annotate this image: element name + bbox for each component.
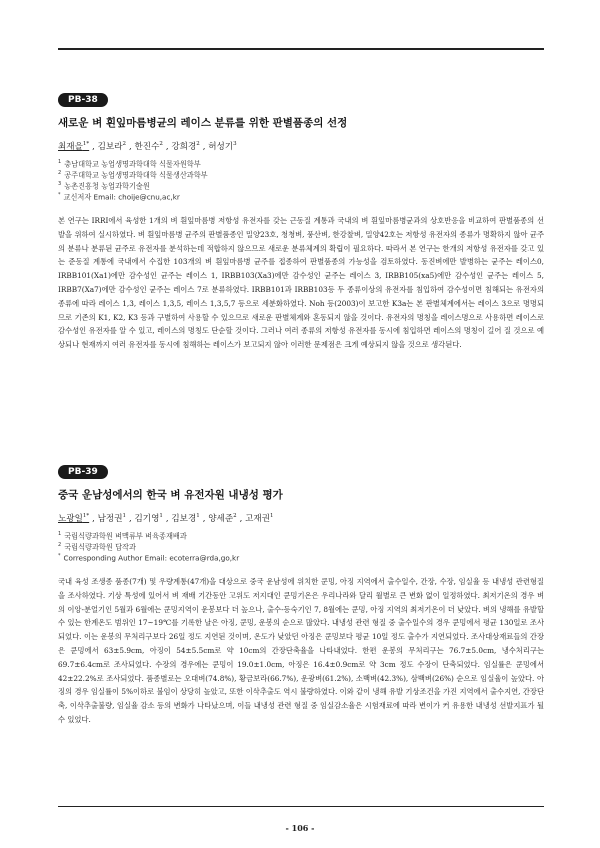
affiliation: * Corresponding Author Email: ecoterra@rda,go,kr <box>58 552 240 563</box>
author: 고재권$^1$ <box>245 513 274 524</box>
author-list: 최재을$^{1*}$ , 김보라$^2$ , 한진수$^2$ , 강희경$^2$ , 허성기$^3$ <box>58 141 237 152</box>
abstract-pb-38 <box>58 87 544 352</box>
abstract-body: 국내 육성 조생종 품종(7개) 및 우량계통(47개)을 대상으로 중국 운남성에 위치한 쿤밍, 아징 지역에서 출수일수, 간장, 수장, 임실율 등 내냉성 관련형질을 조사하였다. 기상 특성에 있어서 벼 재배 기간동안 고위도 저지대인 쿤밍기온은 우리나라와 달리 월별로 큰 변화 없이 일정하였다. 최저기온의 경우 벼의 이앙-분얼기인 5월과 6월에는 쿤밍지역이 운봉보다 더 높으나, 출수-등숙기인 7, 8월에는 쿤밍, 아징 지역의 최저기온이 더 낮았다. 벼의 냉해를 유발할 수 있는 한계온도 범위인 17~19℃를 기록한 날은 아징, 쿤밍, 운봉의 순으로 많았다. 내냉성 관련 형질 중 출수일수의 경우 쿤밍에서 평균 130일로 조사되었다. 이는 운봉의 무처리구보다 26일 정도 지연된 것이며, 온도가 낮았던 아징은 쿤밍보다 평균 10일 정도 출수가 지연되었다. 조사대상재료들의 간장은 쿤밍에서 63±5.9cm, 아징이 54±5.5cm로 약 10cm의 간장단축율을 나타내었다. 한편 운봉의 무처리구는 76.7±5.0cm, 냉수처리구는 69.7±6.4cm로 조사되었다. 수장의 경우에는 쿤밍이 19.0±1.0cm, 아징은 16.4±0.9cm로 약 3cm 정도 수장이 단축되었다. 임실률은 쿤밍에서 42±22.2%로 조사되었다. 품종별로는 오대벼(74.8%), 황금보라(66.7%), 운광벼(61.2%), 소백벼(42.3%), 삼백벼(26%) 순으로 임실율이 높았다. 아징의 경우 임실률이 5%이하로 불임이 상당히 높았고, 또한 이삭추출도 역시 불량하였다. 이와 같이 냉해 유발 기상조건을 가진 지역에서 출수지연, 간장단축, 이삭추출불량, 임실율 감소 등의 변화가 나타났으며, 이들 내냉성 관련 형질 중 임실감소율은 시험재료에 따라 변이가 커 유용한 내냉성 선발지표가 될 수 있었다. <box>58 576 544 724</box>
author: 허성기$^3$ <box>208 141 237 152</box>
affiliation: $^2$ 공주대학교 농업생명과학대학 식물생산과학부 <box>58 169 208 180</box>
author: 최재을$^{1*}$ <box>58 141 90 152</box>
abstract-title: 새로운 벼 흰잎마름병균의 레이스 분류를 위한 판별품종의 선정 <box>58 117 348 129</box>
affiliation-list <box>58 530 544 563</box>
affiliation: * 교신저자 Email: choije@cnu,ac,kr <box>58 191 180 202</box>
abstract-code-badge: PB-38 <box>58 93 108 107</box>
affiliation: $^3$ 농촌진흥청 농업과학기술원 <box>58 180 150 191</box>
author: 노광일$^{1*}$ <box>58 513 90 524</box>
abstract-pb-39 <box>58 459 544 727</box>
abstract-title: 중국 운남성에서의 한국 벼 유전자원 내냉성 평가 <box>58 489 283 501</box>
author: 김기영$^1$ <box>134 513 163 524</box>
author: 남정권$^1$ <box>97 513 127 524</box>
affiliation-list <box>58 158 544 202</box>
author: 김보경$^1$ <box>171 513 200 524</box>
abstract-body: 본 연구는 IRRI에서 육성한 1개의 벼 흰잎마름병 저항성 유전자를 갖는 근동질 계통과 국내의 벼 흰잎마름병균과의 상호반응을 비교하여 판별품종의 선발을 위하여 실시하였다. 벼 흰잎마름병 균주의 판별품종인 밀양23호, 청청벼, 풍산벼, 한강찰벼, 밀양42호는 저항성 유전자의 종류가 명확하지 않아 균주의 분류나 분류된 균주로 유전자를 분석하는데 적합하지 않으므로 새로운 분류체계의 확립이 필요하다. 따라서 본 연구는 한개의 저항성 유전자를 갖고 있는 준동질 계통에 국내에서 수집한 103개의 벼 흰잎마름병 균주를 접종하여 판별품종의 가능성을 검토하였다. 동진벼에만 발병하는 균주는 레이스0, IRBB101(Xa1)에만 감수성인 균주는 레이스 1, IRBB103(Xa3)에만 감수성인 균주는 레이스 3, IRBB105(xa5)에만 감수성인 균주는 레이스 5, IRBB7(Xa7)에만 감수성인 균주는 레이스 7로 분류하였다. IRBB101과 IRBB103등 두 종류이상의 유전자를 침입하여 감수성이면 침해되는 유전자의 종류에 따라 레이스 1,3, 레이스 1,3,5, 레이스 1,3,5,7 등으로 세분화하였다. Noh 등(2003)이 보고한 K3a는 본 판별체계에서는 레이스 3으로 명명되므로 기존의 K1, K2, K3 등과 구별하여 사용할 수 있으므로 새로운 판별체계와 혼동되지 않을 것이다. 유전자의 명칭을 레이스명으로 사용하면 레이스로 감수성인 유전자를 알 수 있고, 레이스의 명칭도 단순할 것이다. 그러나 여러 종류의 저항성 유전자를 동시에 침입하면 레이스의 명칭이 길어 질 것으로 예상되나 현재까지 여러 유전자를 동시에 침해하는 레이스가 보고되지 않아 이러한 문제점은 크게 예상되지 않을 것으로 생각된다. <box>58 215 544 350</box>
abstract-code-badge: PB-39 <box>58 465 108 479</box>
author-list: 노광일$^{1*}$ , 남정권$^1$ , 김기영$^1$ , 김보경$^1$ , 양세준$^2$ , 고재권$^1$ <box>58 513 274 524</box>
affiliation: $^2$ 국립식량과학원 답작과 <box>58 541 136 552</box>
affiliation: $^1$ 국립식량과학원 벼맥류부 벼육종재배과 <box>58 531 187 541</box>
affiliation: $^1$ 충남대학교 농업생명과학대학 식물자원학부 <box>58 159 201 169</box>
top-rule <box>58 48 544 50</box>
bottom-rule <box>58 806 544 807</box>
author: 한진수$^2$ <box>134 141 163 152</box>
page-number: - 106 - <box>285 823 315 833</box>
author: 강희경$^2$ <box>171 141 200 152</box>
author: 김보라$^2$ <box>97 141 127 152</box>
author: 양세준$^2$ <box>208 513 237 524</box>
